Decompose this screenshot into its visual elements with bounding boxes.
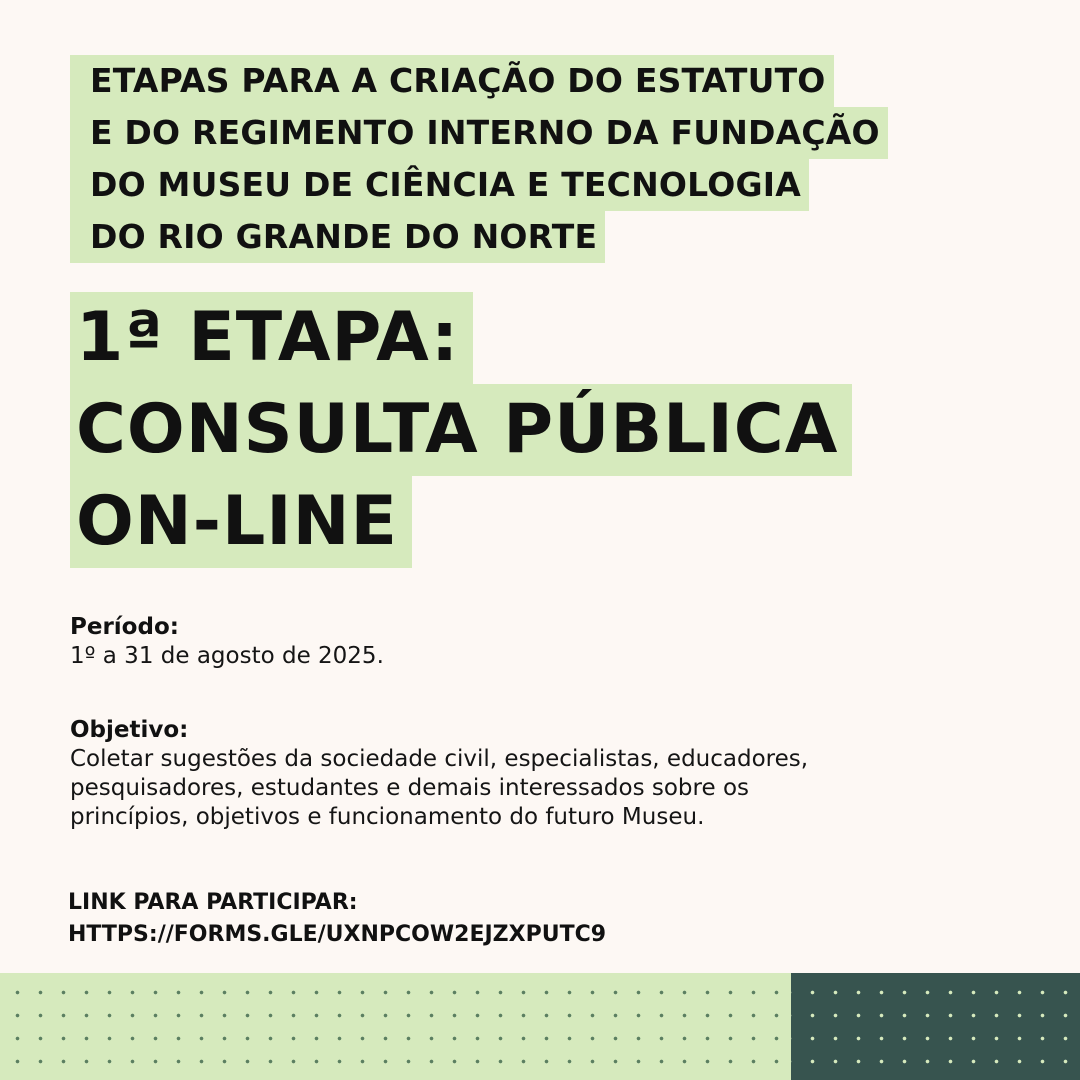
objetivo-line: pesquisadores, estudantes e demais interessados sobre os [70,775,749,801]
subtitle-line: DO MUSEU DE CIÊNCIA E TECNOLOGIA [70,159,809,211]
headline-line: CONSULTA PÚBLICA [70,384,852,476]
participation-link[interactable]: HTTPS://FORMS.GLE/UXNPCOW2EJZXPUTC9 [68,922,607,947]
subtitle-line: E DO REGIMENTO INTERNO DA FUNDAÇÃO [70,107,888,159]
subtitle-line: DO RIO GRANDE DO NORTE [70,211,605,263]
objetivo-label: Objetivo: [70,717,189,743]
objetivo-line: Coletar sugestões da sociedade civil, especialistas, educadores, [70,746,809,772]
headline-block [70,292,852,568]
subtitle-block [70,55,1030,263]
objetivo-line: princípios, objetivos e funcionamento do futuro Museu. [70,804,705,830]
periodo-value: 1º a 31 de agosto de 2025. [70,643,384,669]
headline-line: ON-LINE [70,476,412,568]
headline-line: 1ª ETAPA: [70,292,473,384]
info-block [70,612,1030,832]
link-label: LINK PARA PARTICIPAR: [68,890,358,915]
periodo-label: Período: [70,614,179,640]
footer-dotted-band [0,973,791,1080]
footer-dark-panel [791,973,1080,1080]
subtitle-line: ETAPAS PARA A CRIAÇÃO DO ESTATUTO [70,55,834,107]
link-block [68,887,606,951]
